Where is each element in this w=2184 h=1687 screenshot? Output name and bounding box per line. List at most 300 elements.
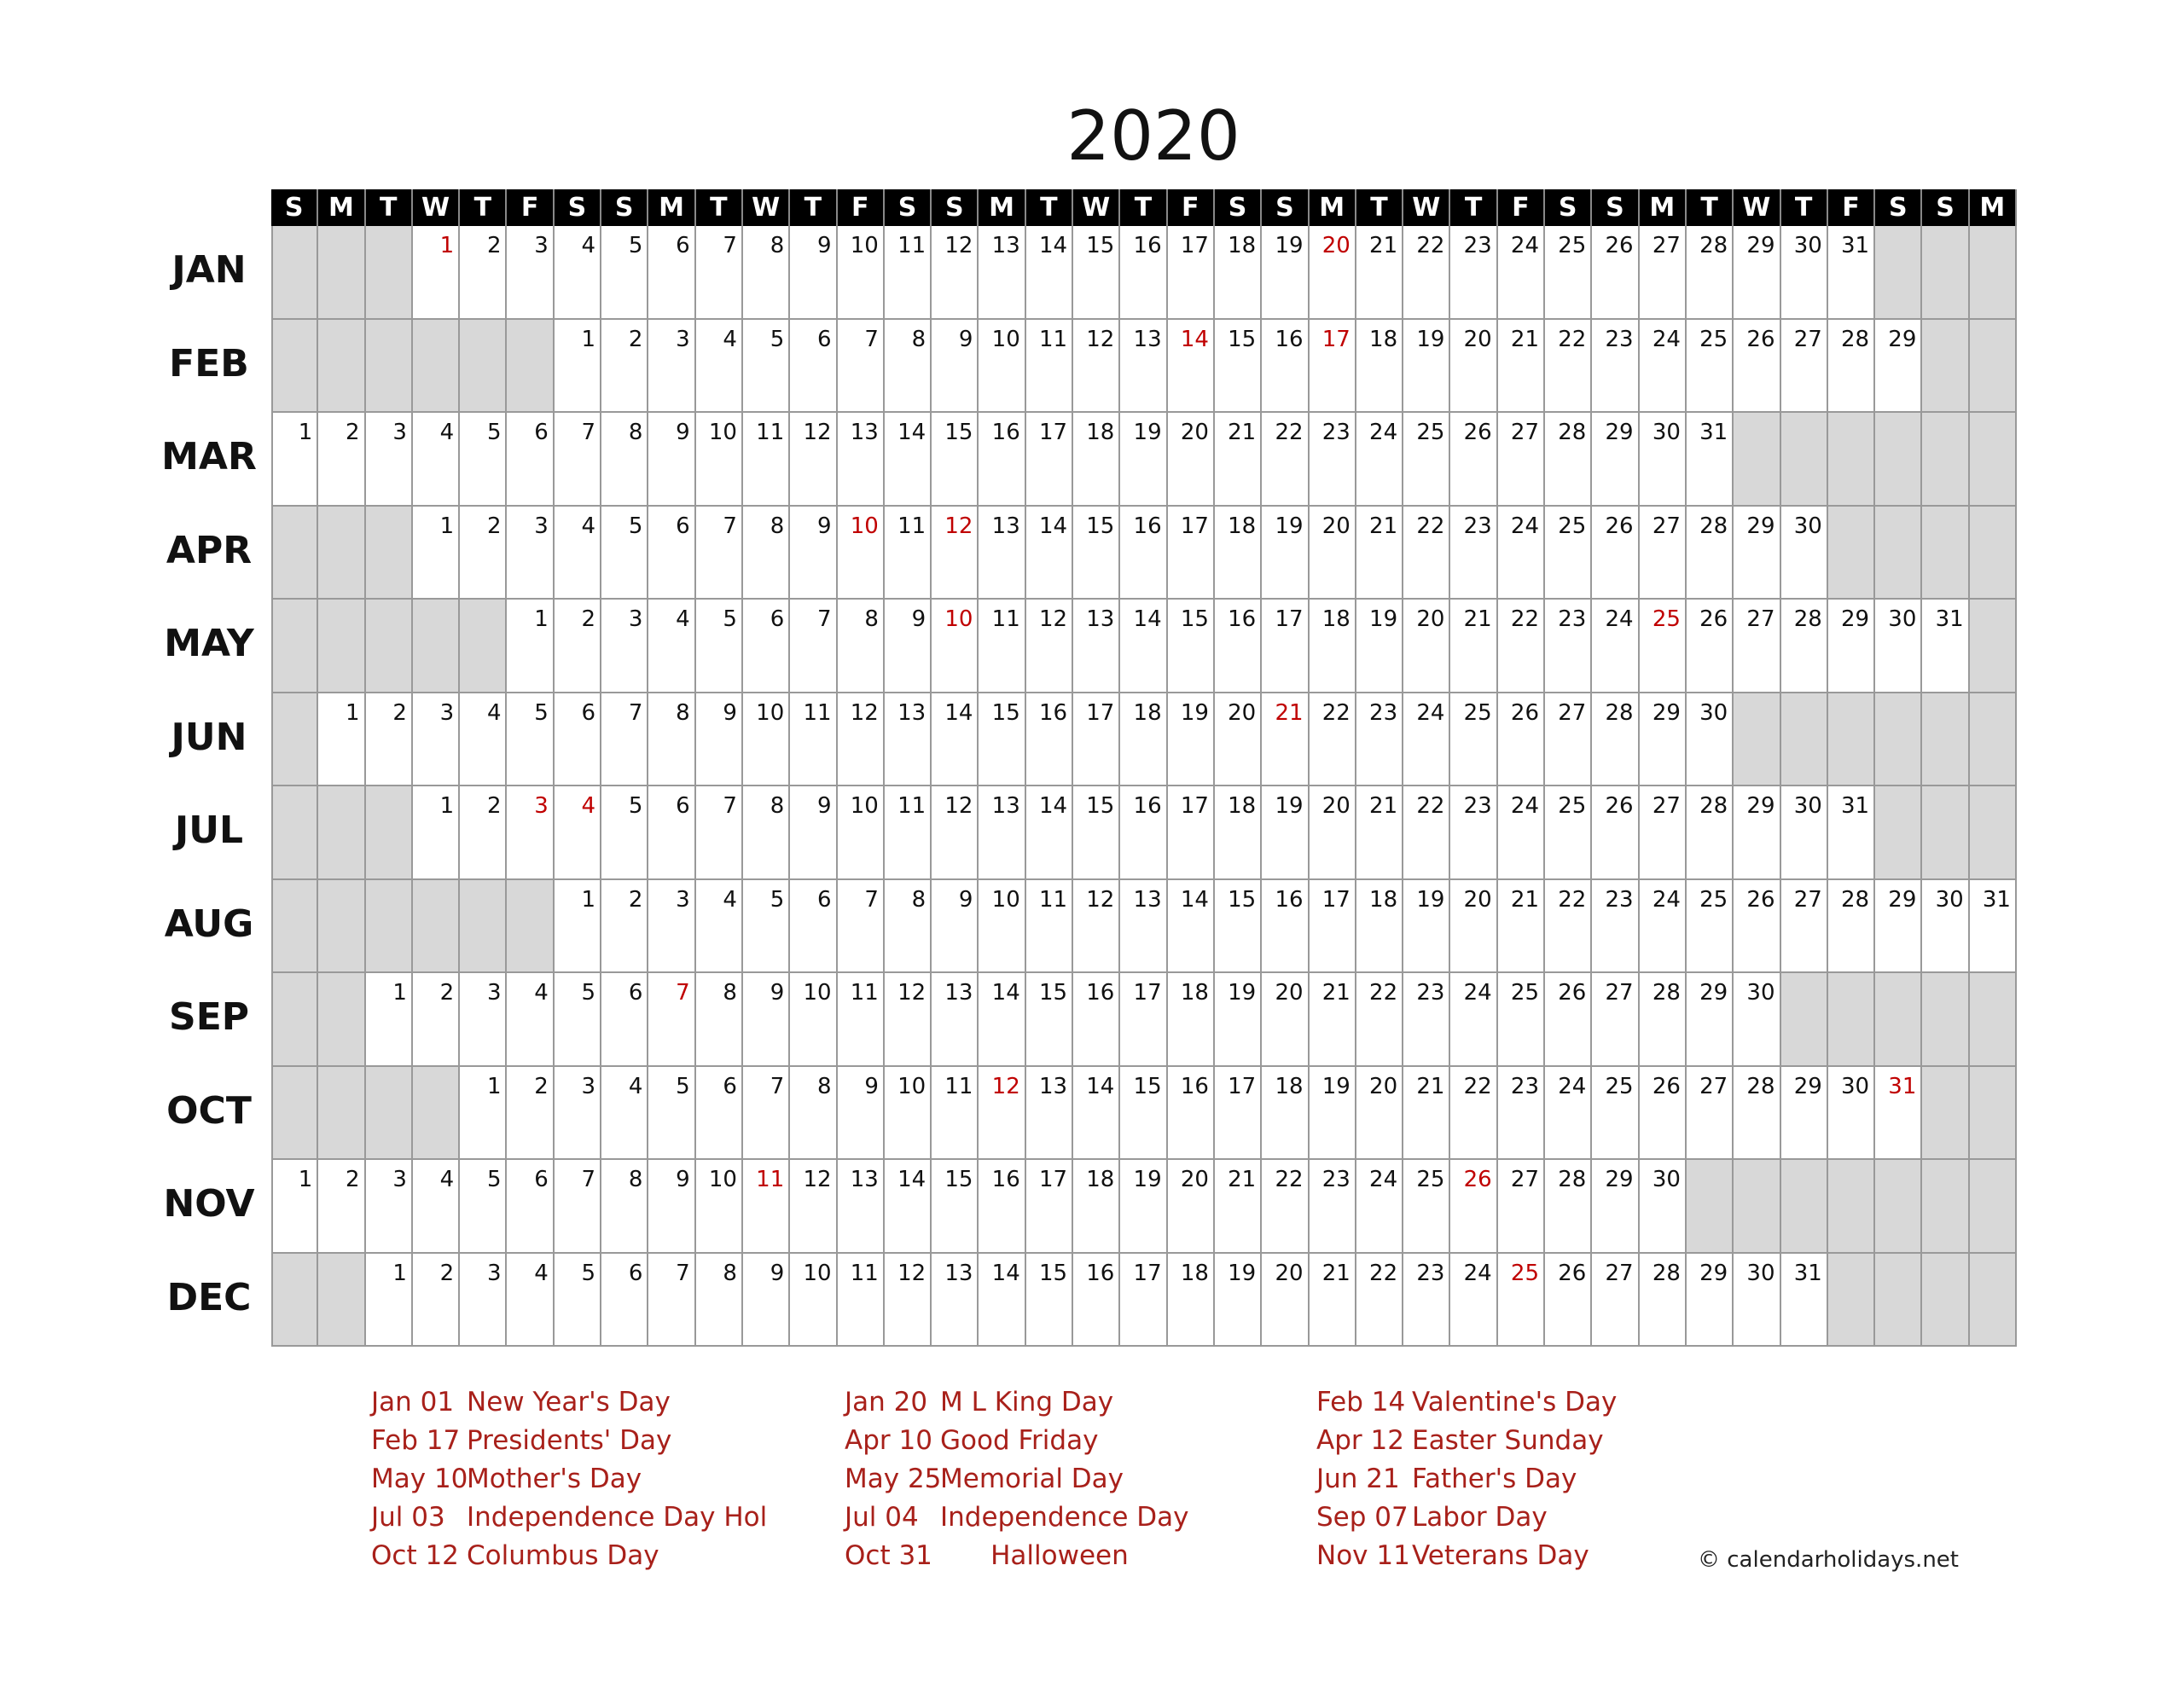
day-cell: 7 [696, 226, 743, 320]
day-cell: 2 [318, 413, 365, 507]
day-cell: 18 [1073, 413, 1120, 507]
day-cell: 17 [1120, 973, 1167, 1067]
holiday-entry [1316, 1537, 1617, 1575]
weekday-header: T [1356, 189, 1403, 226]
day-cell: 18 [1356, 320, 1403, 414]
day-cell: 31 [1781, 1254, 1828, 1348]
day-cell: 5 [460, 413, 507, 507]
weekday-header: T [790, 189, 837, 226]
day-cell: 11 [743, 413, 790, 507]
day-cell: 27 [1498, 1160, 1545, 1254]
day-cell: 30 [1640, 413, 1687, 507]
day-cell: 18 [1168, 973, 1215, 1067]
day-cell: 12 [932, 786, 979, 880]
weekday-header: M [1640, 189, 1687, 226]
day-cell: 28 [1828, 320, 1875, 414]
empty-cell [1875, 973, 1922, 1067]
holiday-column [1316, 1383, 1617, 1575]
holiday-name: Veterans Day [1412, 1540, 1589, 1571]
empty-cell [1970, 600, 2017, 693]
weekday-header: M [1970, 189, 2017, 226]
day-cell: 31 [1828, 786, 1875, 880]
empty-cell [1970, 413, 2017, 507]
day-cell: 4 [555, 226, 601, 320]
day-cell: 15 [1073, 226, 1120, 320]
weekday-header: M [1310, 189, 1356, 226]
day-cell: 11 [1026, 320, 1073, 414]
day-cell: 13 [932, 1254, 979, 1348]
day-cell: 18 [1215, 226, 1262, 320]
day-cell: 10 [743, 693, 790, 787]
day-cell: 17 [1120, 1254, 1167, 1348]
day-cell: 19 [1262, 786, 1309, 880]
day-cell: 23 [1545, 600, 1592, 693]
weekday-header: M [318, 189, 365, 226]
holiday-date: Jul 03 [371, 1502, 445, 1533]
day-cell: 15 [1073, 507, 1120, 600]
holiday-name: Independence Day [940, 1502, 1189, 1533]
day-cell: 24 [1450, 1254, 1497, 1348]
holiday-entry [1316, 1422, 1617, 1460]
day-cell: 25 [1403, 1160, 1450, 1254]
day-cell: 26 [1498, 693, 1545, 787]
day-cell: 20 [1356, 1067, 1403, 1161]
empty-cell [318, 507, 365, 600]
empty-cell [318, 786, 365, 880]
day-cell: 31 [1828, 226, 1875, 320]
day-cell: 13 [979, 786, 1025, 880]
day-cell: 3 [507, 226, 554, 320]
day-cell: 19 [1403, 320, 1450, 414]
empty-cell [1734, 1160, 1780, 1254]
day-cell: 15 [1215, 880, 1262, 974]
day-cell: 19 [1215, 973, 1262, 1067]
day-cell: 3 [648, 880, 695, 974]
day-cell: 15 [1120, 1067, 1167, 1161]
day-cell: 22 [1545, 320, 1592, 414]
day-cell: 3 [507, 786, 554, 880]
day-cell: 18 [1356, 880, 1403, 974]
day-cell: 23 [1403, 973, 1450, 1067]
day-cell: 1 [507, 600, 554, 693]
day-cell: 18 [1310, 600, 1356, 693]
day-cell: 28 [1545, 1160, 1592, 1254]
day-cell: 5 [743, 320, 790, 414]
day-cell: 9 [696, 693, 743, 787]
month-label: AUG [164, 901, 254, 946]
day-cell: 9 [790, 226, 837, 320]
day-cell: 30 [1640, 1160, 1687, 1254]
day-cell: 20 [1168, 413, 1215, 507]
day-cell: 30 [1875, 600, 1922, 693]
day-cell: 11 [885, 226, 932, 320]
day-cell: 2 [601, 880, 648, 974]
day-cell: 9 [932, 320, 979, 414]
month-label: FEB [169, 341, 249, 386]
day-cell: 24 [1498, 226, 1545, 320]
holiday-name: Easter Sunday [1412, 1425, 1604, 1456]
day-cell: 15 [1026, 1254, 1073, 1348]
day-cell: 3 [413, 693, 460, 787]
day-cell: 28 [1640, 1254, 1687, 1348]
weekday-header: S [932, 189, 979, 226]
day-cell: 14 [885, 413, 932, 507]
day-cell: 14 [1026, 226, 1073, 320]
holiday-date: Oct 12 [371, 1540, 459, 1571]
day-cell: 14 [1026, 507, 1073, 600]
day-cell: 29 [1592, 1160, 1639, 1254]
day-cell: 3 [366, 413, 413, 507]
day-cell: 28 [1734, 1067, 1780, 1161]
day-cell: 11 [790, 693, 837, 787]
empty-cell [413, 320, 460, 414]
holiday-date: Jul 04 [845, 1502, 919, 1533]
day-cell: 17 [1073, 693, 1120, 787]
day-cell: 25 [1592, 1067, 1639, 1161]
day-cell: 25 [1640, 600, 1687, 693]
day-cell: 4 [648, 600, 695, 693]
weekday-header: T [1120, 189, 1167, 226]
empty-cell [1970, 693, 2017, 787]
day-cell: 12 [1073, 320, 1120, 414]
empty-cell [1781, 413, 1828, 507]
day-cell: 7 [601, 693, 648, 787]
empty-cell [1781, 973, 1828, 1067]
day-cell: 19 [1262, 226, 1309, 320]
day-cell: 7 [743, 1067, 790, 1161]
holiday-name: Father's Day [1412, 1464, 1577, 1494]
day-cell: 13 [1120, 880, 1167, 974]
day-cell: 5 [507, 693, 554, 787]
day-cell: 26 [1450, 1160, 1497, 1254]
holiday-name: Columbus Day [467, 1540, 659, 1571]
day-cell: 6 [555, 693, 601, 787]
day-cell: 24 [1498, 507, 1545, 600]
day-cell: 31 [1687, 413, 1734, 507]
day-cell: 29 [1687, 1254, 1734, 1348]
day-cell: 3 [555, 1067, 601, 1161]
day-cell: 3 [601, 600, 648, 693]
day-cell: 19 [1262, 507, 1309, 600]
day-cell: 2 [555, 600, 601, 693]
day-cell: 11 [1026, 880, 1073, 974]
empty-cell [1734, 693, 1780, 787]
day-cell: 4 [413, 1160, 460, 1254]
day-cell: 14 [932, 693, 979, 787]
day-cell: 29 [1875, 880, 1922, 974]
day-cell: 29 [1640, 693, 1687, 787]
day-cell: 16 [979, 413, 1025, 507]
holiday-date: Apr 10 [845, 1425, 932, 1456]
day-cell: 28 [1687, 786, 1734, 880]
day-cell: 26 [1592, 226, 1639, 320]
weekday-header: F [507, 189, 554, 226]
day-cell: 14 [979, 973, 1025, 1067]
weekday-header: W [413, 189, 460, 226]
day-cell: 12 [1026, 600, 1073, 693]
day-cell: 9 [838, 1067, 885, 1161]
day-cell: 6 [648, 226, 695, 320]
day-cell: 29 [1875, 320, 1922, 414]
day-cell: 4 [555, 507, 601, 600]
day-cell: 22 [1545, 880, 1592, 974]
weekday-header: F [838, 189, 885, 226]
day-cell: 6 [743, 600, 790, 693]
day-cell: 9 [743, 973, 790, 1067]
month-label: NOV [163, 1182, 255, 1226]
day-cell: 19 [1168, 693, 1215, 787]
day-cell: 15 [979, 693, 1025, 787]
month-label: SEP [169, 995, 249, 1039]
weekday-header: W [1403, 189, 1450, 226]
holiday-entry [371, 1422, 767, 1460]
day-cell: 27 [1781, 880, 1828, 974]
month-label: APR [166, 528, 253, 572]
day-cell: 17 [1310, 320, 1356, 414]
empty-cell [1970, 1067, 2017, 1161]
calendar-title: 2020 [1066, 96, 1240, 176]
empty-cell [1970, 226, 2017, 320]
day-cell: 11 [932, 1067, 979, 1161]
day-cell: 4 [601, 1067, 648, 1161]
day-cell: 17 [1026, 413, 1073, 507]
day-cell: 28 [1828, 880, 1875, 974]
empty-cell [366, 507, 413, 600]
empty-cell [366, 880, 413, 974]
day-cell: 20 [1450, 880, 1497, 974]
empty-cell [460, 880, 507, 974]
weekday-header: S [555, 189, 601, 226]
day-cell: 25 [1545, 507, 1592, 600]
day-cell: 5 [601, 226, 648, 320]
empty-cell [1875, 226, 1922, 320]
day-cell: 16 [979, 1160, 1025, 1254]
day-cell: 4 [460, 693, 507, 787]
day-cell: 20 [1262, 973, 1309, 1067]
holiday-name: Mother's Day [467, 1464, 642, 1494]
empty-cell [1970, 973, 2017, 1067]
holiday-date: Oct 31 [845, 1540, 932, 1571]
weekday-header: W [1734, 189, 1780, 226]
empty-cell [318, 600, 365, 693]
day-cell: 12 [1073, 880, 1120, 974]
weekday-header: F [1828, 189, 1875, 226]
empty-cell [366, 600, 413, 693]
holiday-entry [1316, 1499, 1617, 1537]
day-cell: 26 [1450, 413, 1497, 507]
day-cell: 26 [1592, 507, 1639, 600]
day-cell: 21 [1310, 973, 1356, 1067]
empty-cell [1875, 1160, 1922, 1254]
day-cell: 2 [318, 1160, 365, 1254]
empty-cell [1970, 786, 2017, 880]
day-cell: 22 [1498, 600, 1545, 693]
day-cell: 12 [932, 226, 979, 320]
holiday-entry [1316, 1383, 1617, 1422]
day-cell: 20 [1215, 693, 1262, 787]
day-cell: 14 [1168, 880, 1215, 974]
day-cell: 13 [1073, 600, 1120, 693]
holiday-name: Good Friday [940, 1425, 1099, 1456]
day-cell: 6 [507, 1160, 554, 1254]
day-cell: 14 [1120, 600, 1167, 693]
empty-cell [1875, 693, 1922, 787]
day-cell: 24 [1498, 786, 1545, 880]
day-cell: 23 [1592, 880, 1639, 974]
day-cell: 26 [1734, 880, 1780, 974]
day-cell: 31 [1875, 1067, 1922, 1161]
holiday-entry [371, 1460, 767, 1499]
day-cell: 20 [1403, 600, 1450, 693]
day-cell: 27 [1640, 226, 1687, 320]
day-cell: 9 [932, 880, 979, 974]
empty-cell [1781, 693, 1828, 787]
holiday-name: Memorial Day [940, 1464, 1124, 1494]
day-cell: 10 [838, 786, 885, 880]
day-cell: 21 [1215, 1160, 1262, 1254]
day-cell: 17 [1215, 1067, 1262, 1161]
empty-cell [460, 600, 507, 693]
holiday-name: Labor Day [1412, 1502, 1548, 1533]
day-cell: 6 [648, 786, 695, 880]
day-cell: 6 [507, 413, 554, 507]
weekday-header: S [271, 189, 318, 226]
empty-cell [1922, 693, 1969, 787]
day-cell: 27 [1687, 1067, 1734, 1161]
day-cell: 19 [1120, 1160, 1167, 1254]
day-cell: 12 [885, 973, 932, 1067]
empty-cell [1922, 413, 1969, 507]
day-cell: 3 [460, 973, 507, 1067]
empty-cell [413, 880, 460, 974]
empty-cell [507, 880, 554, 974]
day-cell: 7 [790, 600, 837, 693]
weekday-header: S [601, 189, 648, 226]
day-cell: 29 [1781, 1067, 1828, 1161]
month-label: MAR [161, 435, 257, 478]
day-cell: 24 [1403, 693, 1450, 787]
day-cell: 23 [1403, 1254, 1450, 1348]
empty-cell [1828, 973, 1875, 1067]
holiday-name: New Year's Day [467, 1387, 671, 1417]
day-cell: 21 [1262, 693, 1309, 787]
day-cell: 10 [838, 226, 885, 320]
holiday-name: Valentine's Day [1412, 1387, 1618, 1417]
copyright-text: © calendarholidays.net [1698, 1547, 1959, 1573]
day-cell: 27 [1545, 693, 1592, 787]
day-cell: 10 [838, 507, 885, 600]
empty-cell [1922, 786, 1969, 880]
weekday-header: T [366, 189, 413, 226]
weekday-header: T [1687, 189, 1734, 226]
day-cell: 27 [1640, 507, 1687, 600]
day-cell: 5 [601, 786, 648, 880]
weekday-header: S [1592, 189, 1639, 226]
day-cell: 21 [1498, 320, 1545, 414]
day-cell: 8 [743, 507, 790, 600]
day-cell: 24 [1356, 413, 1403, 507]
day-cell: 21 [1356, 786, 1403, 880]
day-cell: 1 [318, 693, 365, 787]
day-cell: 2 [413, 973, 460, 1067]
day-cell: 13 [932, 973, 979, 1067]
day-cell: 29 [1592, 413, 1639, 507]
day-cell: 4 [696, 880, 743, 974]
day-cell: 8 [838, 600, 885, 693]
day-cell: 26 [1545, 973, 1592, 1067]
day-cell: 2 [413, 1254, 460, 1348]
day-cell: 7 [838, 880, 885, 974]
day-cell: 15 [1026, 973, 1073, 1067]
day-cell: 27 [1734, 600, 1780, 693]
day-cell: 2 [460, 507, 507, 600]
weekday-header: W [1073, 189, 1120, 226]
day-cell: 2 [366, 693, 413, 787]
day-cell: 8 [648, 693, 695, 787]
weekday-header: S [885, 189, 932, 226]
day-cell: 25 [1403, 413, 1450, 507]
day-cell: 7 [696, 507, 743, 600]
weekday-header: M [648, 189, 695, 226]
day-cell: 24 [1640, 320, 1687, 414]
day-cell: 28 [1640, 973, 1687, 1067]
day-cell: 12 [790, 1160, 837, 1254]
day-cell: 5 [743, 880, 790, 974]
day-cell: 28 [1781, 600, 1828, 693]
day-cell: 22 [1403, 507, 1450, 600]
empty-cell [1781, 1160, 1828, 1254]
day-cell: 19 [1215, 1254, 1262, 1348]
day-cell: 25 [1498, 973, 1545, 1067]
day-cell: 17 [1168, 786, 1215, 880]
holiday-date: Jan 01 [371, 1387, 455, 1417]
holiday-entry [845, 1422, 1189, 1460]
day-cell: 8 [743, 786, 790, 880]
holiday-entry [845, 1537, 1189, 1575]
empty-cell [1828, 693, 1875, 787]
empty-cell [1687, 1160, 1734, 1254]
holiday-name: Presidents' Day [467, 1425, 672, 1456]
day-cell: 26 [1545, 1254, 1592, 1348]
day-cell: 18 [1073, 1160, 1120, 1254]
day-cell: 25 [1687, 880, 1734, 974]
day-cell: 23 [1310, 1160, 1356, 1254]
day-cell: 22 [1262, 1160, 1309, 1254]
day-cell: 9 [885, 600, 932, 693]
day-cell: 21 [1450, 600, 1497, 693]
day-cell: 20 [1168, 1160, 1215, 1254]
empty-cell [1828, 413, 1875, 507]
day-cell: 14 [979, 1254, 1025, 1348]
day-cell: 23 [1592, 320, 1639, 414]
day-cell: 5 [696, 600, 743, 693]
day-cell: 3 [366, 1160, 413, 1254]
day-cell: 1 [413, 226, 460, 320]
empty-cell [1922, 320, 1969, 414]
day-cell: 29 [1687, 973, 1734, 1067]
day-cell: 7 [648, 1254, 695, 1348]
empty-cell [1970, 320, 2017, 414]
empty-cell [318, 880, 365, 974]
empty-cell [507, 320, 554, 414]
weekday-header: F [1168, 189, 1215, 226]
weekday-header: T [1781, 189, 1828, 226]
holiday-date: Nov 11 [1316, 1540, 1410, 1571]
holiday-column [371, 1383, 767, 1575]
empty-cell [1828, 507, 1875, 600]
day-cell: 24 [1640, 880, 1687, 974]
month-label: DEC [166, 1275, 252, 1319]
